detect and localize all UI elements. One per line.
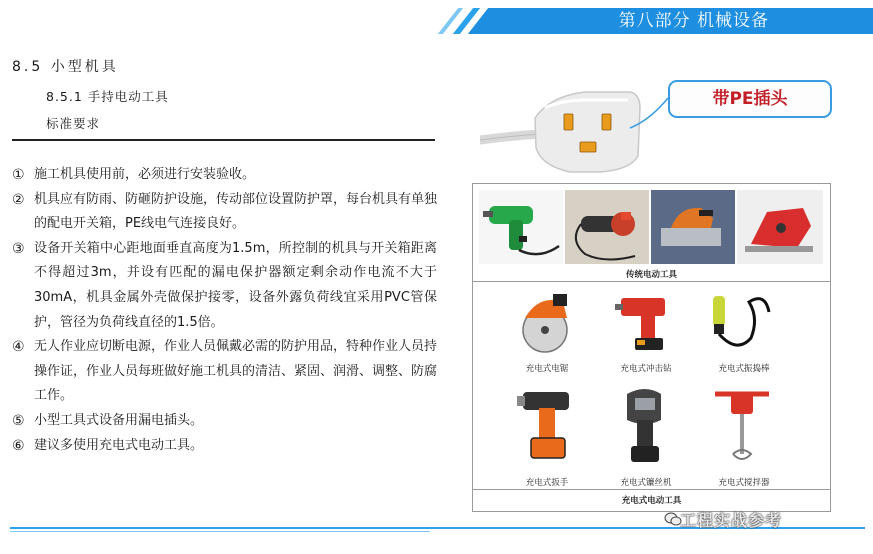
item-text: 机具应有防雨、防砸防护设施，传动部位设置防护罩，每台机具有单独的配电开关箱，PE线电气连接良好。 — [34, 191, 438, 232]
list-item — [12, 434, 437, 459]
item-text: 无人作业应切断电源，作业人员佩戴必需的防护用品，特种作业人员持操作证，作业人员每班做好施工机具的清洁、紧固、润滑、调整、防腐工作。 — [34, 339, 438, 404]
item-text: 建议多使用充电式电动工具。 — [34, 437, 204, 453]
list-item — [12, 409, 437, 434]
item-number: ⑤ — [12, 412, 25, 429]
watermark: 工程实战参考 — [680, 511, 783, 530]
item-number: ② — [12, 191, 25, 208]
tool-label: 充电式搅拌器 — [718, 478, 770, 488]
tool-label: 充电式镰丝机 — [620, 478, 672, 488]
section-heading: 标准要求 — [46, 116, 101, 131]
concrete-vibrator-icon — [707, 288, 777, 358]
tool-label: 充电式扳手 — [525, 478, 569, 488]
tool-label: 充电式振捣棒 — [718, 364, 770, 374]
list-item — [12, 335, 437, 409]
item-text: 设备开关箱中心距地面垂直高度为1.5m，所控制的机具与开关箱距离不得超过3m，并设有匹配的漏电保护器额定剩余动作电流不大于30mA，机具金属外壳做保护接零，设备外露负荷线宜采用PVC管保护，管径为负荷线直径的1.5倍。 — [34, 240, 437, 330]
impact-wrench-icon — [515, 384, 579, 470]
cordless-tools-caption: 充电式电动工具 — [621, 496, 682, 506]
mixer-icon — [707, 384, 777, 470]
panel-divider — [473, 489, 830, 490]
item-text: 小型工具式设备用漏电插头。 — [34, 412, 204, 428]
list-item — [12, 237, 437, 335]
heading-divider — [12, 139, 435, 141]
section-subtitle: 8.5.1 手持电动工具 — [46, 89, 169, 104]
tools-panel — [472, 183, 831, 512]
list-item — [12, 188, 437, 237]
section-title: 8.5 小型机具 — [12, 59, 119, 75]
item-text: 施工机具使用前，必须进行安装验收。 — [34, 167, 256, 182]
item-number: ④ — [12, 339, 25, 356]
requirement-list — [12, 163, 437, 458]
rebar-tier-icon — [613, 384, 677, 470]
footer-line-thin — [10, 531, 430, 532]
traditional-grinder-photo — [565, 190, 649, 264]
item-number: ③ — [12, 240, 25, 257]
item-number: ⑥ — [12, 437, 25, 454]
pe-plug-image — [480, 78, 680, 178]
list-item — [12, 163, 437, 188]
pe-plug-callout: 带PE插头 — [668, 80, 832, 118]
tool-label: 充电式冲击钻 — [620, 364, 672, 374]
header-title: 第八部分 机械设备 — [618, 11, 769, 31]
item-number: ① — [12, 167, 25, 183]
traditional-tools-caption: 传统电动工具 — [625, 270, 677, 280]
circular-saw-icon — [515, 288, 579, 358]
panel-divider — [473, 281, 830, 282]
traditional-planer-photo — [651, 190, 735, 264]
tool-label: 充电式电锯 — [525, 364, 569, 374]
traditional-drill-photo — [479, 190, 563, 264]
traditional-saw-photo — [737, 190, 823, 264]
hammer-drill-icon — [613, 288, 677, 358]
